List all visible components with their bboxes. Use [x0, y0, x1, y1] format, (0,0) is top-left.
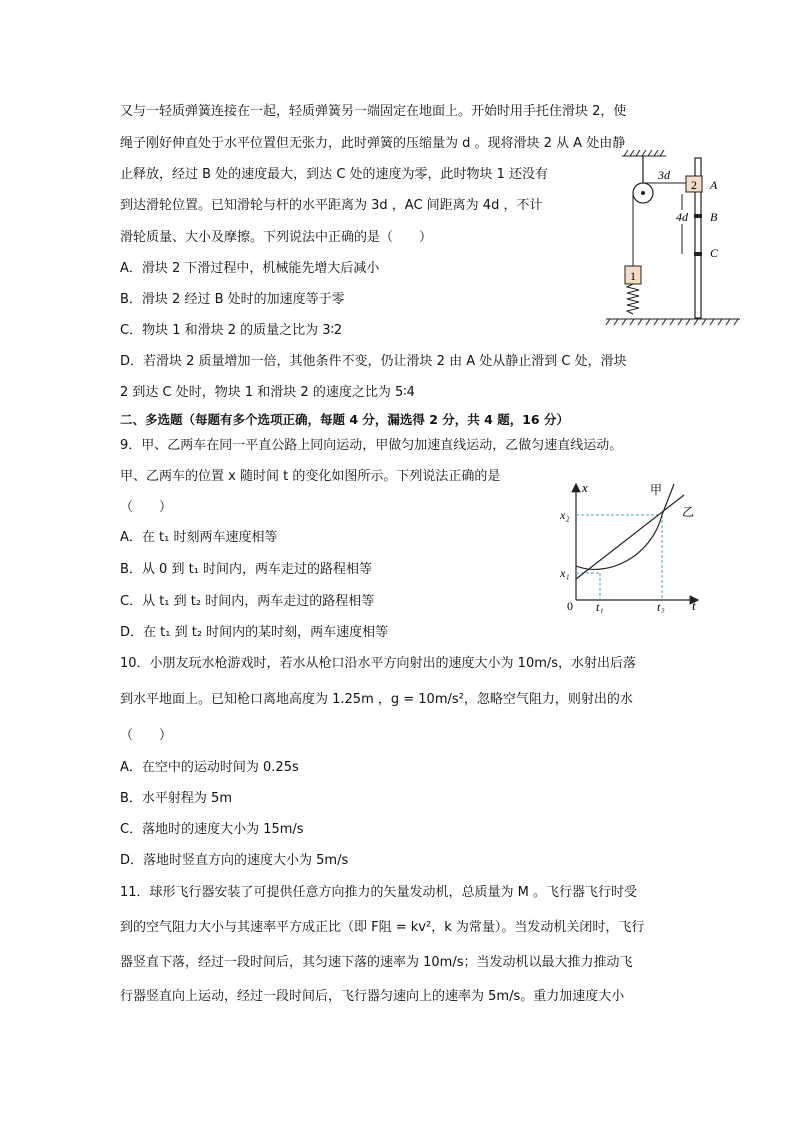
- xt-graph: [556, 478, 706, 613]
- block-2-label: 2: [691, 178, 697, 192]
- q8-line-3: 止释放，经过 B 处的速度最大，到达 C 处的速度为零，此时物块 1 还没有: [120, 167, 549, 182]
- q9-line-2: 甲、乙两车的位置 x 随时间 t 的变化如图所示。下列说法正确的是: [120, 469, 501, 484]
- q10-line-1: 10．小朋友玩水枪游戏时，若水从枪口沿水平方向射出的速度大小为 10m/s，水射出后落: [120, 656, 637, 671]
- label-3d: 3d: [658, 168, 670, 182]
- origin-label: 0: [567, 599, 573, 613]
- q9-option-c: C．从 t₁ 到 t₂ 时间内，两车走过的路程相等: [120, 594, 375, 609]
- q9-option-d: D．在 t₁ 到 t₂ 时间内的某时刻，两车速度相等: [120, 625, 389, 640]
- mark-b: [694, 214, 702, 218]
- x-axis-label: t: [692, 598, 696, 613]
- label-b: B: [710, 210, 718, 224]
- q8-line-4: 到达滑轮位置。已知滑轮与杆的水平距离为 3d ，AC 间距离为 4d ，不计: [120, 198, 543, 213]
- mark-c: [694, 252, 702, 256]
- q8-option-b: B．滑块 2 经过 B 处时的加速度等于零: [120, 292, 345, 307]
- pulley-figure: [600, 148, 750, 333]
- q11-line-2: 到的空气阻力大小与其速率平方成正比（即 F阻 = kv²，k 为常量）。当发动机关闭时，飞行: [120, 920, 645, 935]
- q8-option-d: D．若滑块 2 质量增加一倍，其他条件不变，仍让滑块 2 由 A 处从静止滑到 C 处，滑块: [120, 354, 627, 369]
- q10-option-d: D．落地时竖直方向的速度大小为 5m/s: [120, 853, 349, 868]
- pulley-axle: [641, 191, 645, 195]
- ground-hatch: [606, 319, 740, 325]
- label-c: C: [710, 246, 719, 260]
- q8-option-a: A．滑块 2 下滑过程中，机械能先增大后减小: [120, 261, 380, 276]
- q9-option-b: B．从 0 到 t₁ 时间内，两车走过的路程相等: [120, 562, 373, 577]
- label-x2: x₂: [560, 508, 570, 522]
- label-yi: 乙: [682, 505, 695, 519]
- q10-option-b: B．水平射程为 5m: [120, 791, 232, 806]
- spring: [627, 284, 639, 314]
- q8-line-5: 滑轮质量、大小及摩擦。下列说法中正确的是（ ）: [120, 230, 433, 245]
- q10-line-2: 到水平地面上。已知枪口离地高度为 1.25m ，g = 10m/s²，忽略空气阻力，则射出的水: [120, 692, 633, 707]
- label-4d: 4d: [676, 210, 688, 224]
- q11-line-3: 器竖直下落，经过一段时间后，其匀速下落的速率为 10m/s；当发动机以最大推力推动飞: [120, 955, 633, 970]
- q8-line-2: 绳子刚好伸直处于水平位置但无张力，此时弹簧的压缩量为 d 。现将滑块 2 从 A 处由静: [120, 136, 626, 151]
- q9-line-3: （ ）: [120, 500, 173, 515]
- q11-line-4: 行器竖直向上运动，经过一段时间后，飞行器匀速向上的速率为 5m/s。重力加速度大小: [120, 989, 625, 1004]
- q11-line-1: 11．球形飞行器安装了可提供任意方向推力的矢量发动机，总质量为 M 。飞行器飞行时受: [120, 885, 638, 900]
- q9-line-1: 9．甲、乙两车在同一平直公路上同向运动，甲做匀加速直线运动，乙做匀速直线运动。: [120, 438, 623, 453]
- line-yi: [576, 495, 684, 579]
- label-x1: x₁: [560, 566, 570, 580]
- q9-option-a: A．在 t₁ 时刻两车速度相等: [120, 530, 278, 545]
- q10-option-a: A．在空中的运动时间为 0.25s: [120, 760, 299, 775]
- q8-line-1: 又与一轻质弹簧连接在一起，轻质弹簧另一端固定在地面上。开始时用手托住滑块 2，使: [120, 104, 627, 119]
- label-t1: t₁: [596, 600, 604, 613]
- label-t2: t₂: [657, 600, 665, 613]
- ceiling-hatch: [622, 150, 666, 156]
- section-2-heading: 二、多选题（每题有多个选项正确，每题 4 分，漏选得 2 分，共 4 题，16 分）: [120, 412, 569, 427]
- block-1-label: 1: [630, 269, 636, 283]
- label-jia: 甲: [650, 483, 663, 497]
- q8-option-c: C．物块 1 和滑块 2 的质量之比为 3∶2: [120, 323, 343, 338]
- q10-line-3: （ ）: [120, 728, 173, 743]
- label-a: A: [710, 178, 718, 192]
- q10-option-c: C．落地时的速度大小为 15m/s: [120, 822, 304, 837]
- y-axis-label: x: [582, 480, 588, 495]
- q8-option-d-cont: 2 到达 C 处时，物块 1 和滑块 2 的速度之比为 5∶4: [120, 385, 415, 400]
